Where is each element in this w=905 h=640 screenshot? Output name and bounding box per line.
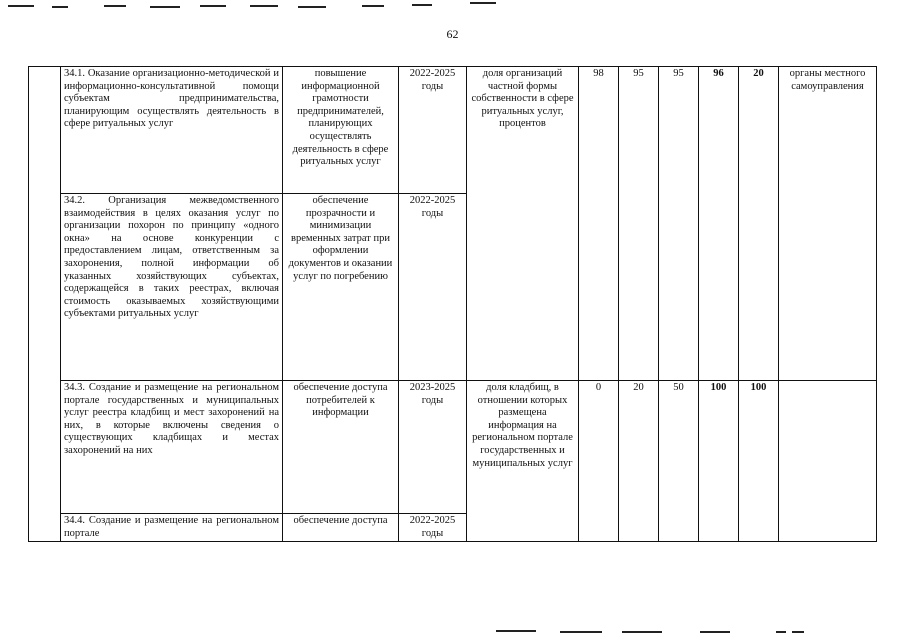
measure-cell: 34.2. Организация межведомственного взаимодействия в целях оказания услуг по организации похорон по принципу «одного окна» на основе конкуренции с предоставлением лицам, ответственным за захоронения, полной информации об указанных хозяйствующих субъектах, содержащейся в таких реестрах, включая стоимость оказываемых хозяйствующими субъектами ритуальных услуг <box>61 194 283 381</box>
scan-dash <box>8 5 34 7</box>
result-cell: повышение информационной грамотности предпринимателей, планирующих осуществлять деятельность в сфере ритуальных услуг <box>283 67 399 194</box>
scan-dash <box>412 4 432 6</box>
value-cell: 96 <box>699 67 739 381</box>
scan-dash <box>250 5 278 7</box>
value-cell: 100 <box>739 381 779 542</box>
number-cell <box>29 67 61 542</box>
table-row <box>29 67 877 194</box>
scan-edge-top <box>0 0 905 12</box>
scan-dash <box>298 6 326 8</box>
scan-dash <box>104 5 126 7</box>
responsible-cell <box>779 381 877 542</box>
result-cell: обеспечение доступа потребителей к информации <box>283 381 399 514</box>
scan-dash <box>560 631 602 633</box>
measure-cell: 34.3. Создание и размещение на региональном портале государственных и муниципальных услуг реестра кладбищ и мест захоронений на них, в которые включены сведения о существующих кладбищах и местах захоронений на них <box>61 381 283 514</box>
scan-dash <box>362 5 384 7</box>
indicator-cell: доля организаций частной формы собственности в сфере ритуальных услуг, процентов <box>467 67 579 381</box>
period-cell: 2022-2025 годы <box>399 514 467 542</box>
indicator-cell: доля кладбищ, в отношении которых размещена информация на региональном портале государственных и муниципальных услуг <box>467 381 579 542</box>
scan-dash <box>470 2 496 4</box>
scan-dash <box>776 631 786 633</box>
period-cell: 2022-2025 годы <box>399 67 467 194</box>
value-cell: 95 <box>659 67 699 381</box>
measure-cell: 34.1. Оказание организационно-методической и информационно-консультативной помощи субъектам предпринимательства, планирующим осуществлять деятельность в сфере ритуальных услуг <box>61 67 283 194</box>
period-cell: 2022-2025 годы <box>399 194 467 381</box>
measure-cell: 34.4. Создание и размещение на региональном портале <box>61 514 283 542</box>
page-number: 62 <box>446 27 459 41</box>
value-cell: 95 <box>619 67 659 381</box>
value-cell: 20 <box>739 67 779 381</box>
value-cell: 0 <box>579 381 619 542</box>
value-cell: 98 <box>579 67 619 381</box>
table-row <box>29 381 877 514</box>
scan-dash <box>792 631 804 633</box>
scan-dash <box>622 631 662 633</box>
scan-dash <box>496 630 536 632</box>
responsible-cell: органы местного самоуправления <box>779 67 877 381</box>
scan-dash <box>52 6 68 8</box>
scan-dash <box>700 631 730 633</box>
scan-dash <box>200 5 226 7</box>
value-cell: 20 <box>619 381 659 542</box>
result-cell: обеспечение прозрачности и минимизации временных затрат при оформлении документов и оказании услуг по погребению <box>283 194 399 381</box>
measures-table <box>28 66 877 542</box>
value-cell: 100 <box>699 381 739 542</box>
value-cell: 50 <box>659 381 699 542</box>
scan-dash <box>150 6 180 8</box>
scan-edge-bottom <box>0 628 905 640</box>
period-cell: 2023-2025 годы <box>399 381 467 514</box>
result-cell: обеспечение доступа <box>283 514 399 542</box>
